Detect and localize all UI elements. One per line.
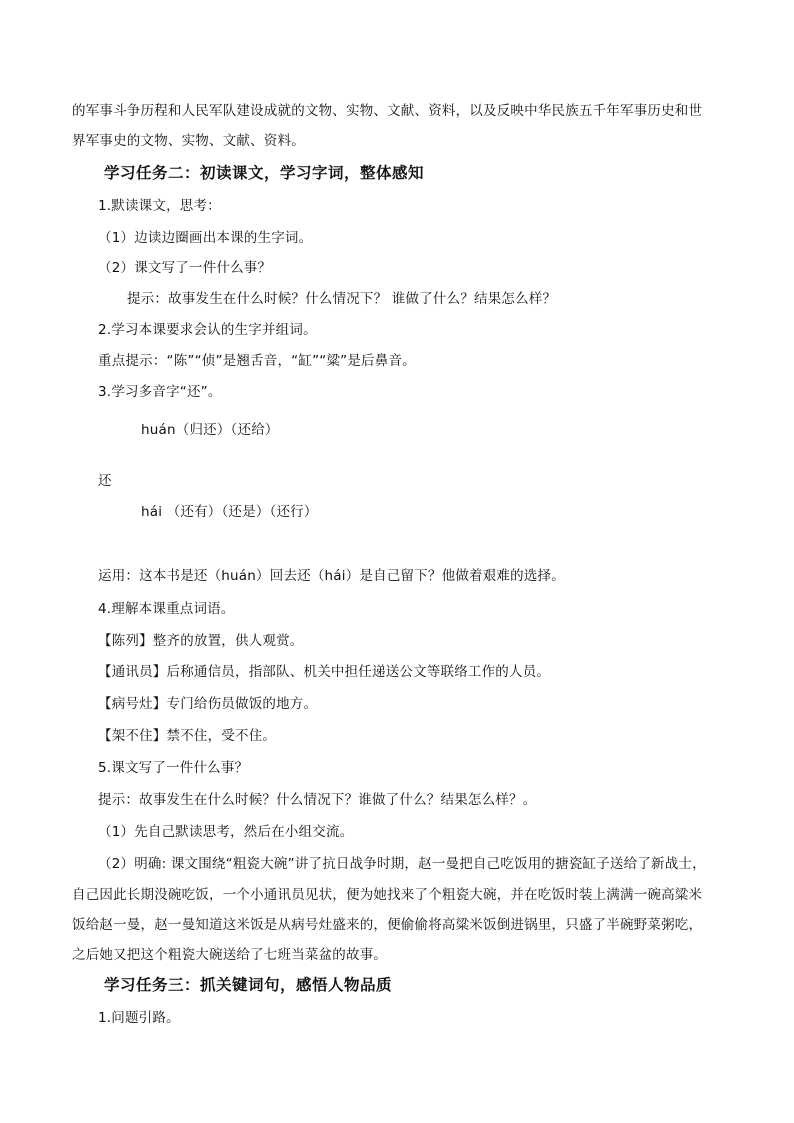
task2-q3: 3.学习多音字“还”。 [98, 384, 222, 400]
task2-q5-a: （1）先自己默读思考，然后在小组交流。 [98, 824, 354, 840]
word-item: 【架不住】禁不住，受不住。 [98, 728, 277, 744]
task2-q1-hint: 提示：故事发生在什么时候？什么情况下？ 谁做了什么？结果怎么样？ [127, 291, 557, 307]
polyphone-hai: hái （还有）（还是）（还行） [141, 504, 318, 520]
word-item: 【陈列】整齐的放置，供人观赏。 [98, 633, 304, 649]
task2-q1-a: （1）边读边圈画出本课的生字词。 [98, 230, 313, 246]
task2-q1-b: （2）课文写了一件什么事？ [98, 260, 272, 276]
polyphone-char: 还 [98, 473, 112, 489]
polyphone-huan: huán（归还）（还给） [141, 422, 279, 438]
polyphone-usage: 运用：这本书是还（huán）回去还（hái）是自己留下？他做着艰难的选择。 [98, 568, 565, 584]
task3-q1: 1.问题引路。 [98, 1010, 180, 1026]
task2-q5-b-line-2: 自己因此长期没碗吃饭，一个小通讯员见状，便为她找来了个粗瓷大碗，并在吃饭时装上满满一碗高粱米 [72, 887, 703, 903]
task2-heading: 学习任务二：初读课文，学习字词，整体感知 [104, 163, 425, 182]
task2-q5-b-line-1: （2）明确: 课文围绕“粗瓷大碗”讲了抗日战争时期，赵一曼把自己吃饭用的搪瓷缸子送给了新战士， [98, 856, 706, 872]
word-item: 【病号灶】专门给伤员做饭的地方。 [98, 696, 318, 712]
intro-line-2: 界军事史的文物、实物、文献、资料。 [72, 133, 305, 149]
task2-q5-b-line-4: 之后她又把这个粗瓷大碗送给了七班当菜盆的故事。 [72, 947, 388, 963]
task2-q4: 4.理解本课重点词语。 [98, 601, 235, 617]
task2-q5: 5.课文写了一件什么事？ [98, 760, 249, 776]
task2-q5-hint: 提示：故事发生在什么时候？什么情况下？谁做了什么？结果怎么样？。 [98, 792, 537, 808]
task3-heading: 学习任务三：抓关键词句，感悟人物品质 [104, 975, 393, 994]
task2-q2: 2.学习本课要求会认的生字并组词。 [98, 322, 317, 338]
task2-q2-note: 重点提示：“陈”“侦”是翘舌音，“缸”“粱”是后鼻音。 [98, 353, 416, 369]
task2-q5-b-line-3: 饭给赵一曼，赵一曼知道这米饭是从病号灶盛来的，便偷偷将高粱米饭倒进锅里，只盛了半碗野菜粥吃， [72, 917, 703, 933]
word-item: 【通讯员】后称通信员，指部队、机关中担任递送公文等联络工作的人员。 [98, 664, 551, 680]
intro-line-1: 的军事斗争历程和人民军队建设成就的文物、实物、文献、资料，以及反映中华民族五千年军事历史和世 [72, 103, 703, 119]
task2-q1: 1.默读课文，思考： [98, 198, 221, 214]
